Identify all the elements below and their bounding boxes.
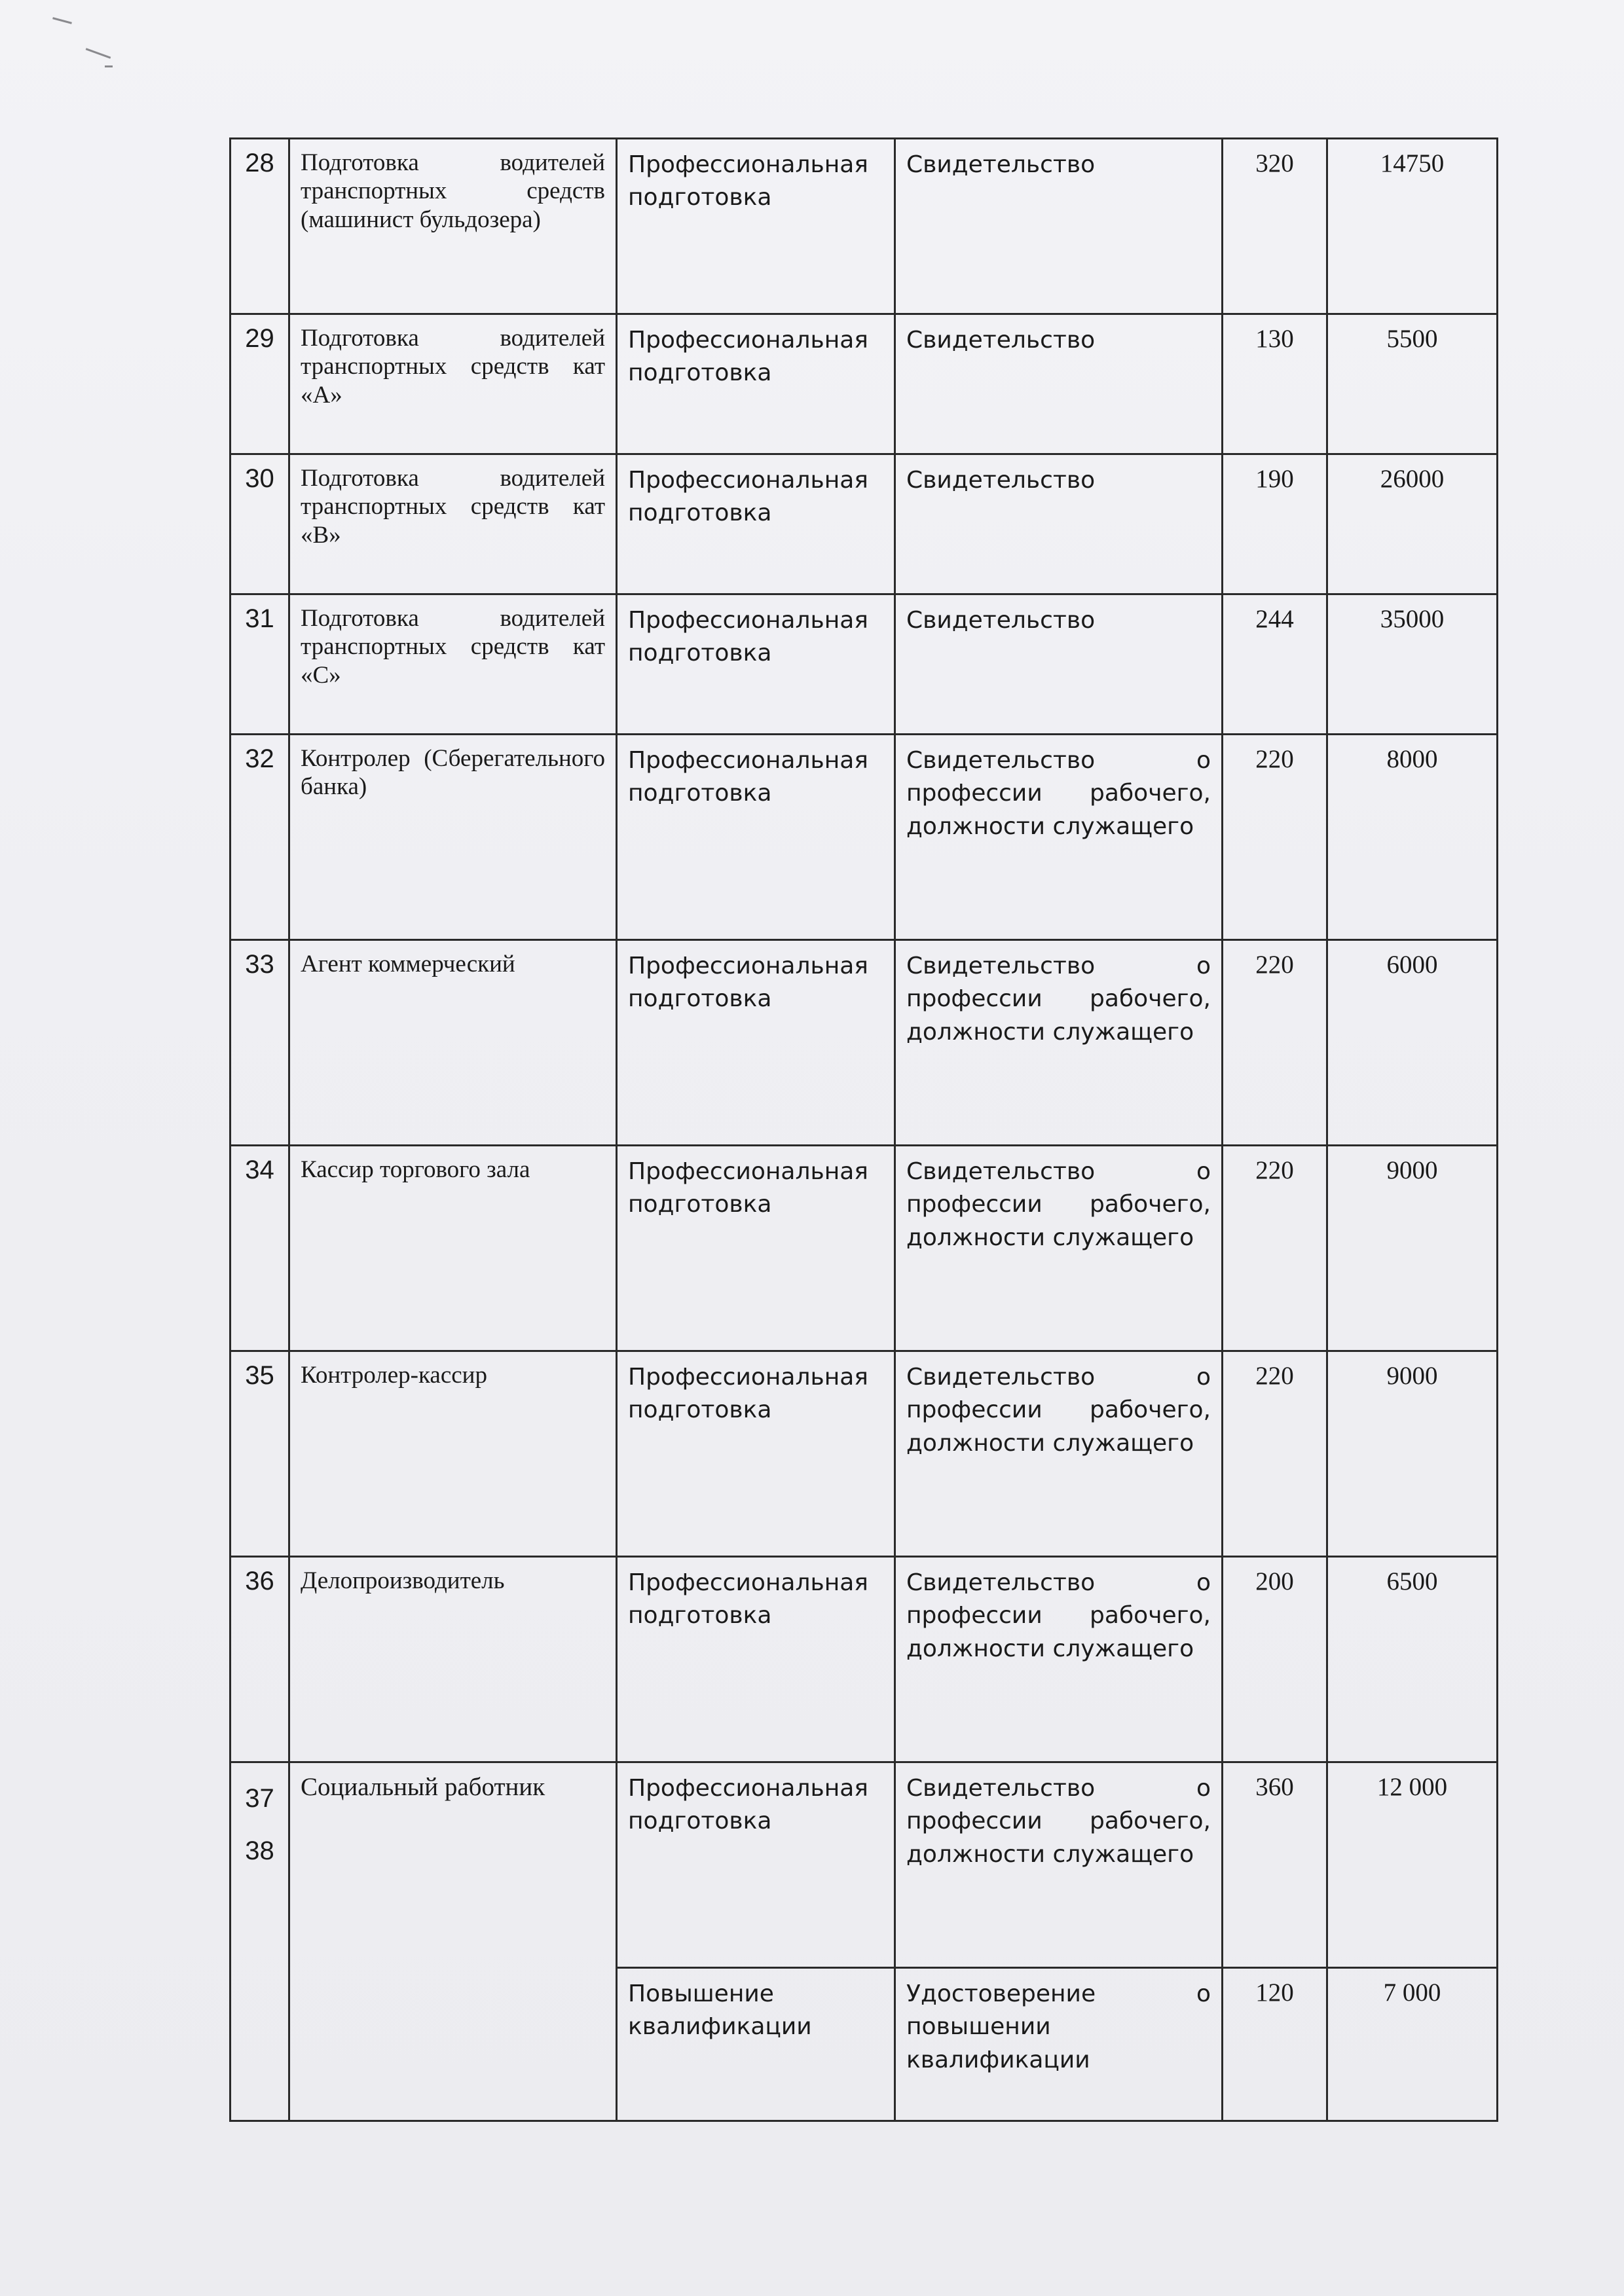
price-value: 6500 [1327, 1557, 1498, 1762]
price-value: 9000 [1327, 1146, 1498, 1351]
hours-count: 190 [1223, 454, 1327, 594]
table-row [231, 1351, 1498, 1557]
issued-document: Свидетельство [895, 314, 1223, 454]
program-type: Профессиональная подготовка [617, 1351, 895, 1557]
row-number: 31 [231, 594, 289, 735]
table-row [231, 1762, 1498, 1968]
issued-document: Свидетельство о профессии рабочего, должности служащего [895, 940, 1223, 1146]
row-number: 29 [231, 314, 289, 454]
issued-document: Свидетельство о профессии рабочего, должности служащего [895, 1762, 1223, 1968]
programs-table-wrapper [229, 137, 1496, 2122]
program-name: Подготовка водителей транспортных средств (машинист бульдозера) [289, 139, 617, 314]
program-type: Профессиональная подготовка [617, 1762, 895, 1968]
hours-count: 220 [1223, 735, 1327, 940]
row-number: 38 [245, 1836, 274, 1865]
issued-document: Свидетельство о профессии рабочего, должности служащего [895, 1557, 1223, 1762]
programs-table [229, 137, 1498, 2122]
price-value: 9000 [1327, 1351, 1498, 1557]
row-number: 36 [231, 1557, 289, 1762]
hours-count: 220 [1223, 940, 1327, 1146]
program-name: Подготовка водителей транспортных средств кат «А» [289, 314, 617, 454]
price-value: 14750 [1327, 139, 1498, 314]
row-number: 37 [245, 1784, 274, 1813]
table-row [231, 454, 1498, 594]
row-number: 35 [231, 1351, 289, 1557]
price-value: 5500 [1327, 314, 1498, 454]
table-row [231, 314, 1498, 454]
program-name: Кассир торгового зала [289, 1146, 617, 1351]
row-number: 34 [231, 1146, 289, 1351]
issued-document: Свидетельство [895, 454, 1223, 594]
hours-count: 320 [1223, 139, 1327, 314]
program-type: Профессиональная подготовка [617, 139, 895, 314]
issued-document: Свидетельство [895, 594, 1223, 735]
program-type: Профессиональная подготовка [617, 940, 895, 1146]
program-name: Подготовка водителей транспортных средств кат «С» [289, 594, 617, 735]
table-row [231, 1557, 1498, 1762]
program-type: Профессиональная подготовка [617, 454, 895, 594]
program-name: Контролер (Сберегательного банка) [289, 735, 617, 940]
row-number: 28 [231, 139, 289, 314]
hours-count: 244 [1223, 594, 1327, 735]
row-number: 30 [231, 454, 289, 594]
program-name: Социальный работник [289, 1762, 617, 2121]
program-name: Подготовка водителей транспортных средств кат «В» [289, 454, 617, 594]
program-type: Профессиональная подготовка [617, 1146, 895, 1351]
table-row [231, 940, 1498, 1146]
program-type: Профессиональная подготовка [617, 1557, 895, 1762]
hours-count: 200 [1223, 1557, 1327, 1762]
hours-count: 130 [1223, 314, 1327, 454]
hours-count: 120 [1223, 1968, 1327, 2121]
issued-document: Свидетельство о профессии рабочего, должности служащего [895, 735, 1223, 940]
issued-document: Свидетельство о профессии рабочего, должности служащего [895, 1146, 1223, 1351]
price-value: 26000 [1327, 454, 1498, 594]
row-number: 32 [231, 735, 289, 940]
hours-count: 220 [1223, 1146, 1327, 1351]
program-type: Повышение квалификации [617, 1968, 895, 2121]
price-value: 35000 [1327, 594, 1498, 735]
program-type: Профессиональная подготовка [617, 594, 895, 735]
price-value: 7 000 [1327, 1968, 1498, 2121]
program-name: Делопроизводитель [289, 1557, 617, 1762]
issued-document: Свидетельство [895, 139, 1223, 314]
issued-document: Свидетельство о профессии рабочего, должности служащего [895, 1351, 1223, 1557]
scan-artifact [39, 13, 118, 79]
hours-count: 220 [1223, 1351, 1327, 1557]
price-value: 8000 [1327, 735, 1498, 940]
issued-document: Удостоверение о повышении квалификации [895, 1968, 1223, 2121]
row-number: 33 [231, 940, 289, 1146]
row-number-merged [231, 1762, 289, 2121]
hours-count: 360 [1223, 1762, 1327, 1968]
program-type: Профессиональная подготовка [617, 735, 895, 940]
table-row [231, 594, 1498, 735]
price-value: 12 000 [1327, 1762, 1498, 1968]
program-name: Контролер-кассир [289, 1351, 617, 1557]
table-row [231, 1146, 1498, 1351]
price-value: 6000 [1327, 940, 1498, 1146]
table-row [231, 735, 1498, 940]
table-row [231, 139, 1498, 314]
program-name: Агент коммерческий [289, 940, 617, 1146]
program-type: Профессиональная подготовка [617, 314, 895, 454]
